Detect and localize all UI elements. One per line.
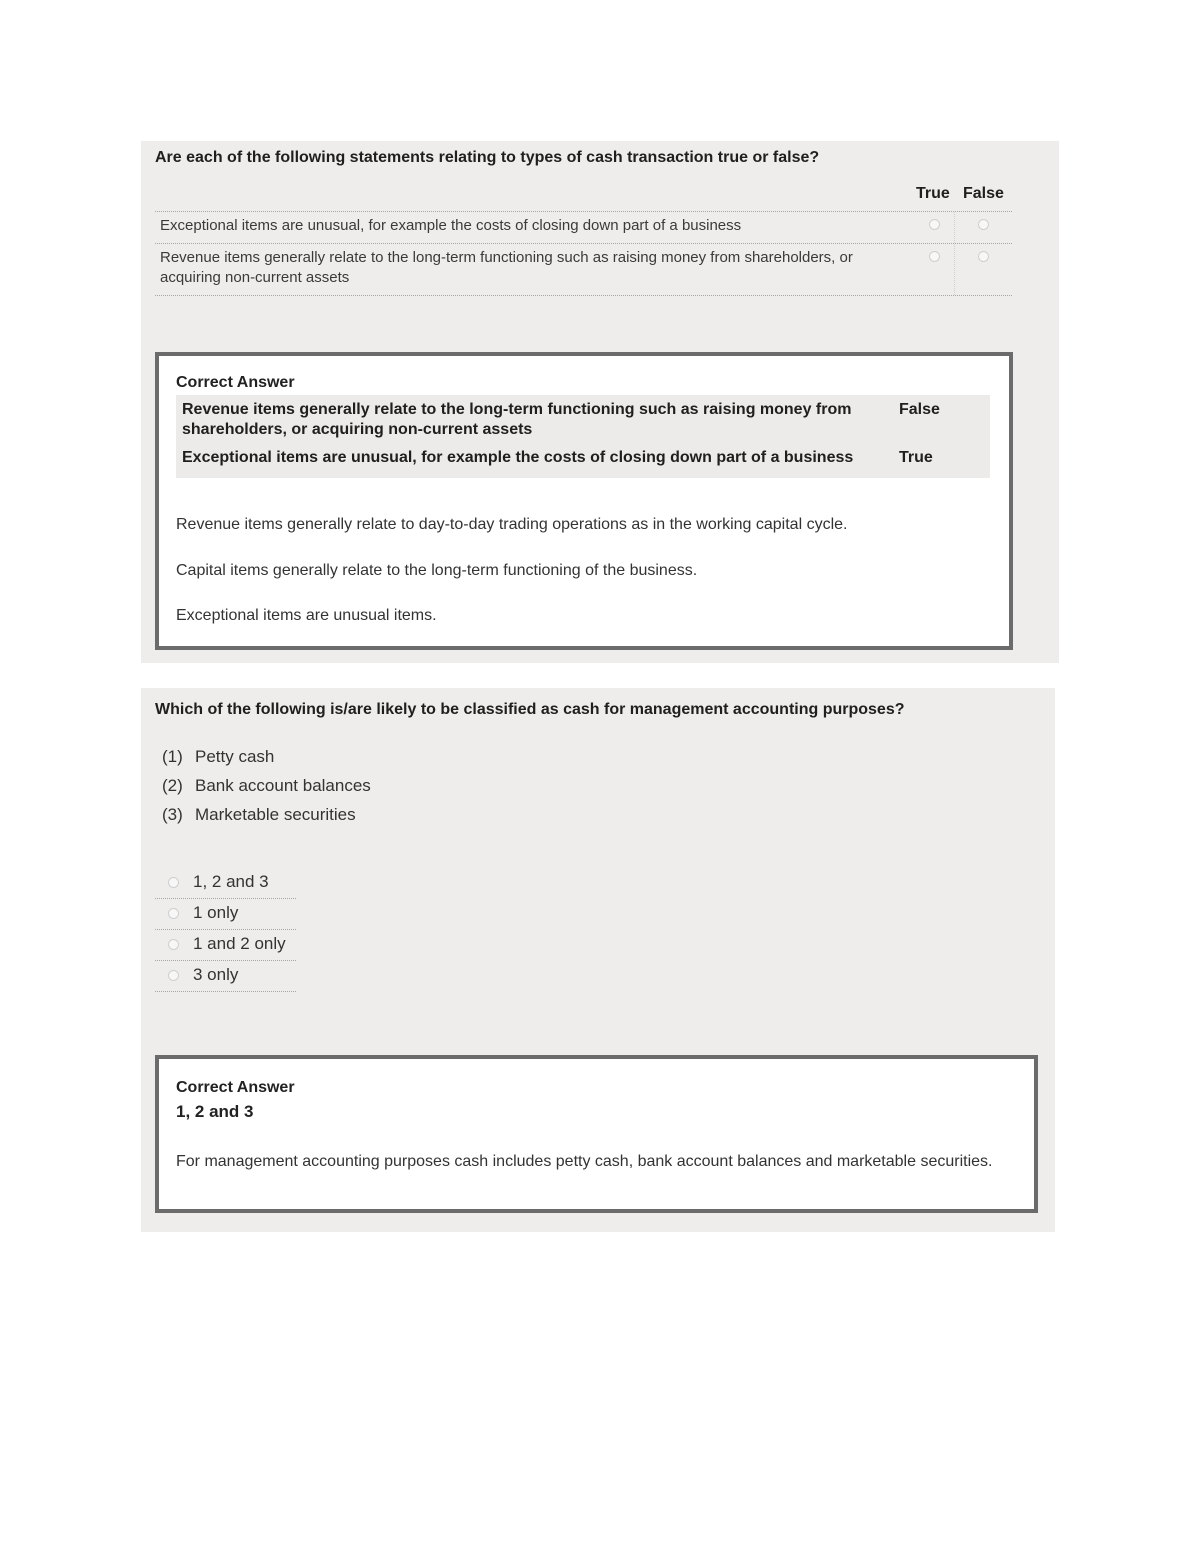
radio-false-option[interactable] bbox=[978, 219, 989, 230]
explanation-text: Capital items generally relate to the long-term functioning of the business. bbox=[176, 562, 698, 579]
column-divider bbox=[954, 244, 955, 295]
statement-row bbox=[155, 244, 1012, 296]
numbered-item-list bbox=[162, 747, 371, 834]
choice-label: 3 only bbox=[193, 965, 239, 984]
item-text: Bank account balances bbox=[195, 776, 371, 795]
choice-label: 1 only bbox=[193, 903, 239, 922]
correct-answer-heading: Correct Answer bbox=[176, 374, 295, 391]
correct-answer-table bbox=[176, 395, 990, 478]
choice-option[interactable] bbox=[155, 899, 296, 930]
item-number: (2) bbox=[162, 776, 183, 795]
item-number: (1) bbox=[162, 747, 183, 766]
answer-statement: Revenue items generally relate to the long-term functioning such as raising money from shareholders, or acquiring non-current assets bbox=[182, 401, 852, 438]
item-number: (3) bbox=[162, 805, 183, 824]
choice-label: 1 and 2 only bbox=[193, 934, 286, 953]
list-item bbox=[162, 805, 371, 834]
statement-row bbox=[155, 212, 1012, 244]
column-divider bbox=[954, 212, 955, 243]
list-item bbox=[162, 747, 371, 776]
answer-value: True bbox=[899, 449, 933, 466]
radio-false-option[interactable] bbox=[978, 251, 989, 262]
statement-text: Revenue items generally relate to the long-term functioning such as raising money from shareholders, or acquiring non-current assets bbox=[160, 249, 853, 286]
choice-option[interactable] bbox=[155, 930, 296, 961]
correct-answer-heading: Correct Answer bbox=[176, 1079, 295, 1096]
choice-label: 1, 2 and 3 bbox=[193, 872, 269, 891]
correct-answer-box bbox=[155, 352, 1013, 650]
explanation-text: Exceptional items are unusual items. bbox=[176, 607, 437, 624]
choice-option[interactable] bbox=[155, 868, 296, 899]
question-2-panel bbox=[141, 688, 1055, 1232]
column-header-true: True bbox=[916, 185, 950, 202]
answer-value: False bbox=[899, 401, 940, 418]
statement-text: Exceptional items are unusual, for example the costs of closing down part of a business bbox=[160, 217, 742, 234]
item-text: Petty cash bbox=[195, 747, 275, 766]
answer-statement: Exceptional items are unusual, for example the costs of closing down part of a business bbox=[182, 449, 854, 466]
radio-true-option[interactable] bbox=[929, 251, 940, 262]
question-2-title: Which of the following is/are likely to be classified as cash for management accounting purposes? bbox=[155, 701, 905, 718]
answer-row bbox=[176, 397, 990, 445]
radio-button[interactable] bbox=[168, 877, 179, 888]
answer-row bbox=[176, 445, 990, 473]
radio-button[interactable] bbox=[168, 939, 179, 950]
answer-choices bbox=[155, 868, 296, 992]
correct-answer-value: 1, 2 and 3 bbox=[176, 1102, 254, 1121]
list-item bbox=[162, 776, 371, 805]
radio-button[interactable] bbox=[168, 908, 179, 919]
radio-button[interactable] bbox=[168, 970, 179, 981]
item-text: Marketable securities bbox=[195, 805, 356, 824]
correct-answer-box bbox=[155, 1055, 1038, 1213]
true-false-table bbox=[155, 211, 1012, 296]
choice-option[interactable] bbox=[155, 961, 296, 992]
question-1-panel bbox=[141, 141, 1059, 663]
explanation-text: For management accounting purposes cash includes petty cash, bank account balances and marketable securities. bbox=[176, 1153, 993, 1170]
column-header-false: False bbox=[963, 185, 1004, 202]
question-1-title: Are each of the following statements relating to types of cash transaction true or false? bbox=[155, 149, 820, 166]
radio-true-option[interactable] bbox=[929, 219, 940, 230]
explanation-text: Revenue items generally relate to day-to-day trading operations as in the working capital cycle. bbox=[176, 516, 848, 533]
